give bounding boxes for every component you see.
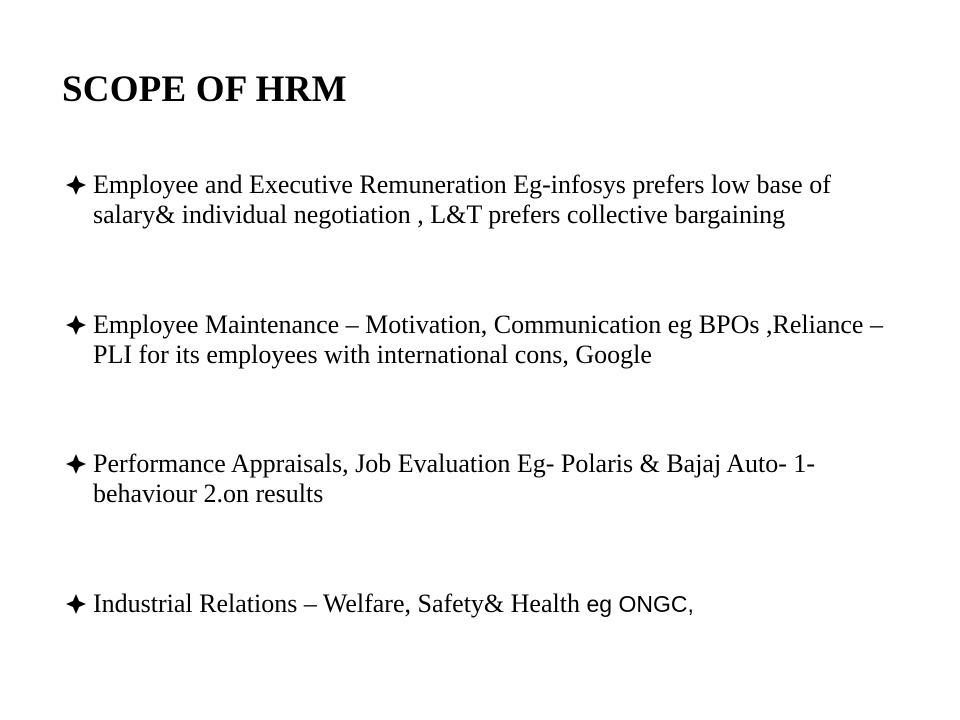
- bullet-text: Performance Appraisals, Job Evaluation Eg- Polaris & Bajaj Auto- 1-behaviour 2.on results: [93, 449, 816, 508]
- bullet-text-tail: eg ONGC,: [586, 591, 694, 617]
- diamond-bullet-icon: [66, 454, 86, 474]
- bullet-text: Employee Maintenance – Motivation, Communication eg BPOs ,Reliance – PLI for its employees with international cons, Google: [93, 310, 883, 369]
- bullet-text: [93, 589, 883, 619]
- diamond-bullet-icon: [66, 315, 86, 335]
- bullet-text: Employee and Executive Remuneration Eg-infosys prefers low base of salary& individual negotiation , L&T prefers collective bargaining: [93, 170, 831, 229]
- diamond-bullet-icon: [66, 175, 86, 195]
- diamond-bullet-icon: [66, 594, 86, 614]
- bullet-text-main: Industrial Relations – Welfare, Safety& Health: [93, 589, 587, 618]
- slide-title: SCOPE OF HRM: [62, 69, 347, 110]
